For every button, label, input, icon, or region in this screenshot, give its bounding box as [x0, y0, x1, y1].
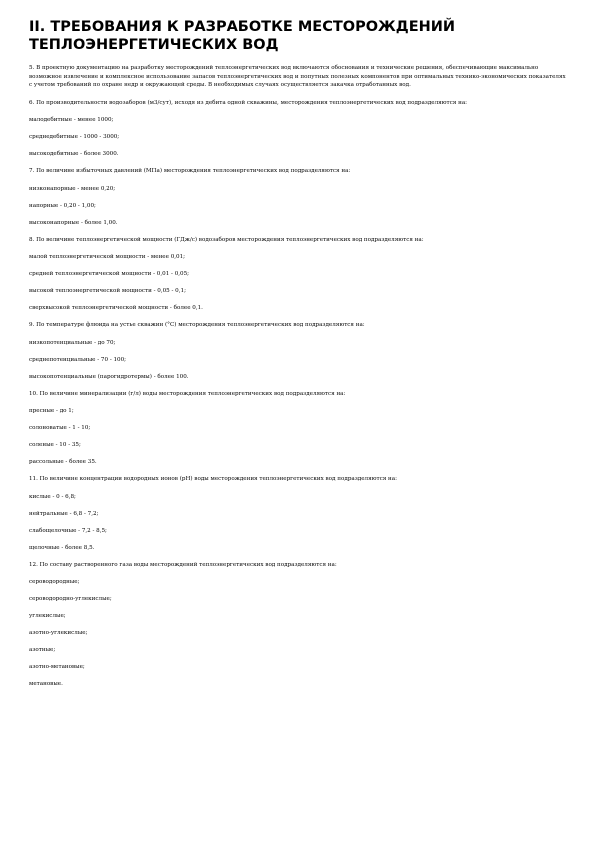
paragraph-5: 5. В проектную документацию на разработку месторождений теплоэнергетических вод включаются обоснования и технические решения, обеспечивающие максимально возможное извлечение и комплексное использование запасов теплоэнергетических вод и попутных полезных компонентов при оптимальных технико-экономических показателях с учетом требований по охране недр и окружающей среды. В необходимых случаях осуществляется закачка отработанных вод. — [29, 65, 566, 88]
list-item: соленые - 10 - 35; — [29, 442, 81, 448]
list-item: низкопотенциальные - до 70; — [29, 339, 116, 346]
list-item: сверхвысокой теплоэнергетической мощности - более 0,1. — [29, 305, 203, 311]
list-item: пресные - до 1; — [29, 408, 74, 414]
list-item: сероводородно-углекислые; — [29, 596, 112, 602]
list-item: малой теплоэнергетической мощности - менее 0,01; — [29, 254, 186, 260]
list-item: азотно-углекислые; — [29, 630, 88, 636]
list-item: азотные; — [29, 647, 56, 653]
paragraph-11-heading: 11. По величине концентрации водородных ионов (pH) воды месторождения теплоэнергетических вод подразделяются на: — [29, 476, 397, 482]
list-item: высокой теплоэнергетической мощности - 0,05 - 0,1; — [29, 288, 186, 294]
paragraph-7-heading: 7. По величине избыточных давлений (МПа) месторождения теплоэнергетических вод подразделяются на: — [29, 168, 351, 174]
list-item: высоконапорные - более 1,00. — [29, 219, 118, 226]
list-item: слабощелочные - 7,2 - 8,5; — [29, 527, 107, 534]
list-item: высокодебитные - более 3000. — [29, 151, 119, 157]
list-item: средней теплоэнергетической мощности - 0,01 - 0,05; — [29, 271, 190, 277]
list-item: высокопотенциальные (парогидротермы) - более 100. — [29, 373, 189, 380]
list-item: азотно-метановые; — [29, 664, 85, 670]
list-item: среднедебитные - 1000 - 3000; — [29, 134, 120, 140]
list-item: метановые. — [29, 681, 63, 687]
list-item: сероводородные; — [29, 579, 80, 585]
list-item: низконапорные - менее 0,20; — [29, 185, 116, 192]
list-item: углекислые; — [29, 613, 66, 619]
paragraph-12-heading: 12. По составу растворенного газа воды месторождений теплоэнергетических вод подразделяются на: — [29, 561, 337, 568]
list-item: рассольные - более 35. — [29, 459, 97, 465]
list-item: малодебитные - менее 1000; — [29, 117, 114, 123]
list-item: щелочные - более 8,5. — [29, 544, 95, 551]
paragraph-6-heading: 6. По производительности водозаборов (м3/сут), исходя из дебита одной скважины, месторождения теплоэнергетических вод подразделяются на: — [29, 99, 468, 106]
paragraph-8-heading: 8. По величине теплоэнергетической мощности (ГДж/с) водозаборов месторождения теплоэнергетических вод подразделяются на: — [29, 236, 424, 243]
list-item: солоноватые - 1 - 10; — [29, 425, 91, 431]
page-title: II. ТРЕБОВАНИЯ К РАЗРАБОТКЕ МЕСТОРОЖДЕНИЙ ТЕПЛОЭНЕРГЕТИЧЕСКИХ ВОД — [29, 19, 456, 53]
list-item: нейтральные - 6,8 - 7,2; — [29, 510, 99, 517]
document-page — [29, 18, 569, 688]
paragraph-10-heading: 10. По величине минерализации (г/л) воды месторождения теплоэнергетических вод подразделяются на: — [29, 390, 346, 397]
list-item: кислые - 0 - 6,8; — [29, 493, 76, 500]
paragraph-9-heading: 9. По температуре флюида на устье скважин (°С) месторождения теплоэнергетических вод подразделяются на: — [29, 322, 365, 328]
list-item: среднепотенциальные - 70 - 100; — [29, 356, 127, 363]
list-item: напорные - 0,20 - 1,00; — [29, 202, 96, 209]
